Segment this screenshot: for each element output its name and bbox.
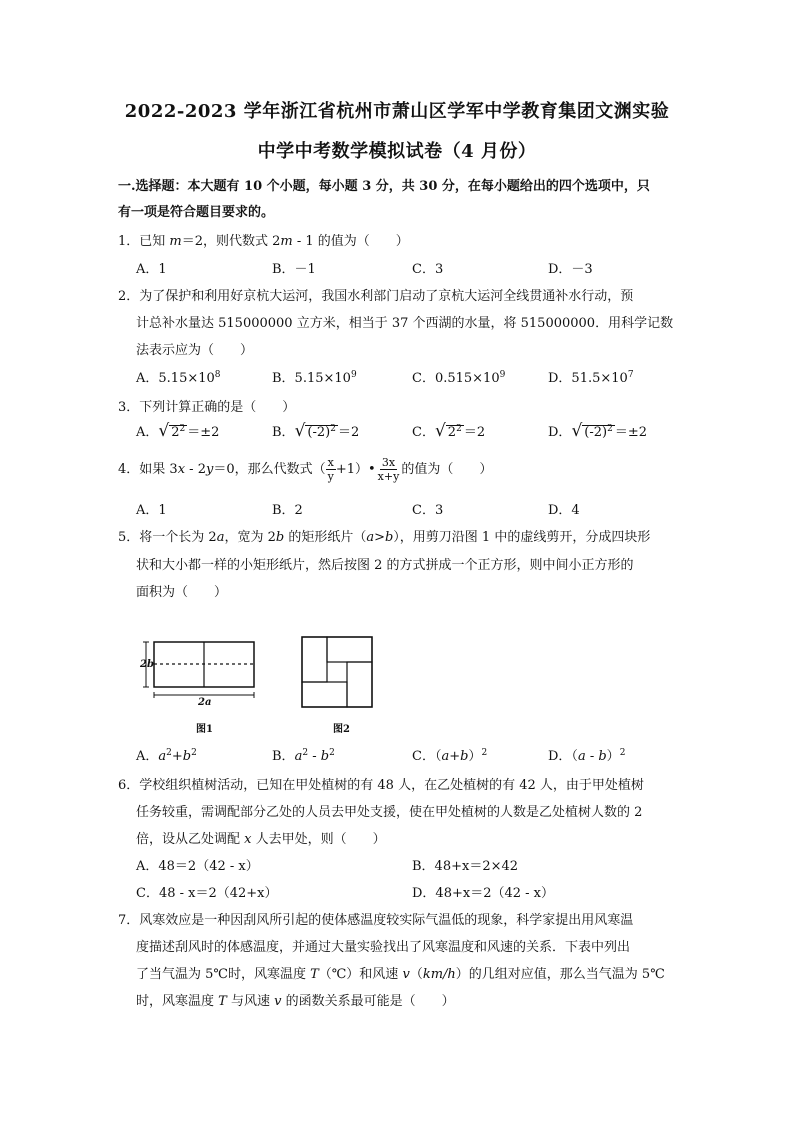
q5-line-2: 状和大小都一样的小矩形纸片，然后按图 2 的方式拼成一个正方形，则中间小正方形的 (136, 558, 634, 573)
q2-option-d: D．$51.5\times 10^7$ (548, 370, 634, 386)
q3-option-b: B．√ $(-2)^2 =2$ (272, 421, 360, 441)
sqrt-symbol: √ $(-2)^2$ (294, 421, 336, 441)
q3-option-c: C．√ $2^2 =2$ (412, 421, 486, 441)
q2-line-1: 2．为了保护和利用好京杭大运河，我国水利部门启动了京杭大运河全线贯通补水行动，预 (118, 289, 634, 304)
q2-option-a: A．$5.15\times 10^8$ (136, 370, 221, 386)
fraction-x-over-y: $\frac{x}{y}$ (327, 456, 334, 483)
q1-option-b: B．－1 (272, 262, 316, 277)
sqrt-symbol: √ $(-2)^2$ (571, 421, 613, 441)
fig1-caption: 图1 (196, 724, 213, 735)
q4-option-a: A．1 (136, 503, 167, 518)
page-title-line-2: 中学中考数学模拟试卷（4 月份） (257, 141, 537, 162)
q5-option-c: C．$(a+b)^2$ (412, 748, 488, 764)
q6-line-2: 任务较重，需调配部分乙处的人员去甲处支援，使在甲处植树的人数是乙处植树人数的 2 (136, 805, 643, 820)
q7-line-2: 度描述刮风时的体感温度，并通过大量实验找出了风寒温度和风速的关系．下表中列出 (136, 940, 631, 955)
page-title-line-1: 2022-2023 学年浙江省杭州市萧山区学军中学教育集团文渊实验 (124, 101, 670, 122)
fig2-caption: 图2 (333, 724, 350, 735)
q1-option-a: A．1 (136, 262, 167, 277)
section-intro-line-1: 一.选择题：本大题有 10 个小题，每小题 3 分，共 30 分，在每小题给出的四个选项中，只 (118, 179, 650, 194)
q7-line-4: 时，风寒温度 T 与风速 v 的函数关系最可能是（ ） (136, 994, 455, 1009)
q1-option-c: C．3 (412, 262, 444, 277)
fig1-width-label: 2a (198, 697, 212, 708)
q5-option-a: A．$a^2+b^2$ (136, 748, 197, 764)
q3-option-a: A．√ $2^2 =\pm 2$ (136, 421, 220, 441)
sqrt-symbol: √ $2^2$ (434, 421, 462, 441)
q6-line-3: 倍，设从乙处调配 x 人去甲处，则（ ） (136, 832, 386, 847)
fig1-height-label: 2b (140, 659, 154, 670)
q1-option-d: D．－3 (548, 262, 593, 277)
section-intro-line-2: 有一项是符合题目要求的。 (118, 205, 275, 220)
sqrt-symbol: √ $2^2$ (158, 421, 186, 441)
q2-line-3: 法表示应为（ ） (136, 343, 254, 358)
q2-line-2: 计总补水量达 515000000 立方米，相当于 37 个西湖的水量，将 515000000．用科学记数 (136, 316, 674, 331)
q7-line-3: 了当气温为 5℃时，风寒温度 T（℃）和风速 v（km/h）的几组对应值，那么当气温为 5℃ (136, 967, 665, 982)
q3-stem: 3．下列计算正确的是（ ） (118, 400, 296, 415)
q2-option-b: B．$5.15\times 10^9$ (272, 370, 357, 386)
q6-line-1: 6．学校组织植树活动，已知在甲处植树的有 48 人，在乙处植树的有 42 人，由于甲处植树 (118, 778, 644, 793)
q5-option-d: D．（a - b）$^2$ (548, 748, 626, 764)
q5-figure-2 (292, 632, 382, 722)
q5-line-3: 面积为（ ） (136, 585, 228, 600)
q4-option-c: C．3 (412, 503, 444, 518)
q4-stem: 4．如果 3x - 2y＝0，那么代数式（ $\frac{x}{y}$ +1）• $\frac{3x}{x+y}$ 的值为（ ） (118, 456, 493, 483)
q7-line-1: 7．风寒效应是一种因刮风所引起的使体感温度较实际气温低的现象，科学家提出用风寒温 (118, 913, 634, 928)
q1-stem: 1．已知 m＝2，则代数式 2m - 1 的值为（ ） (118, 234, 409, 249)
q6-option-c: C．48 - x＝2（42+x） (136, 886, 278, 901)
fraction-3x-over-x-plus-y: $\frac{3x}{x+y}$ (377, 456, 400, 483)
q5-option-b: B．$a^2 - b^2$ (272, 748, 335, 764)
q3-option-d: D．√ $(-2)^2 =\pm 2$ (548, 421, 647, 441)
q2-option-c: C．$0.515\times 10^9$ (412, 370, 506, 386)
q6-option-a: A．48＝2（42 - x） (136, 859, 259, 874)
q4-option-d: D．4 (548, 503, 580, 518)
q5-line-1: 5．将一个长为 2a，宽为 2b 的矩形纸片（a>b），用剪刀沿图 1 中的虚线剪开，分成四块形 (118, 530, 651, 545)
q6-option-d: D．48+x＝2（42 - x） (412, 886, 554, 901)
q4-option-b: B．2 (272, 503, 303, 518)
q6-option-b: B．48+x＝2×42 (412, 859, 519, 874)
